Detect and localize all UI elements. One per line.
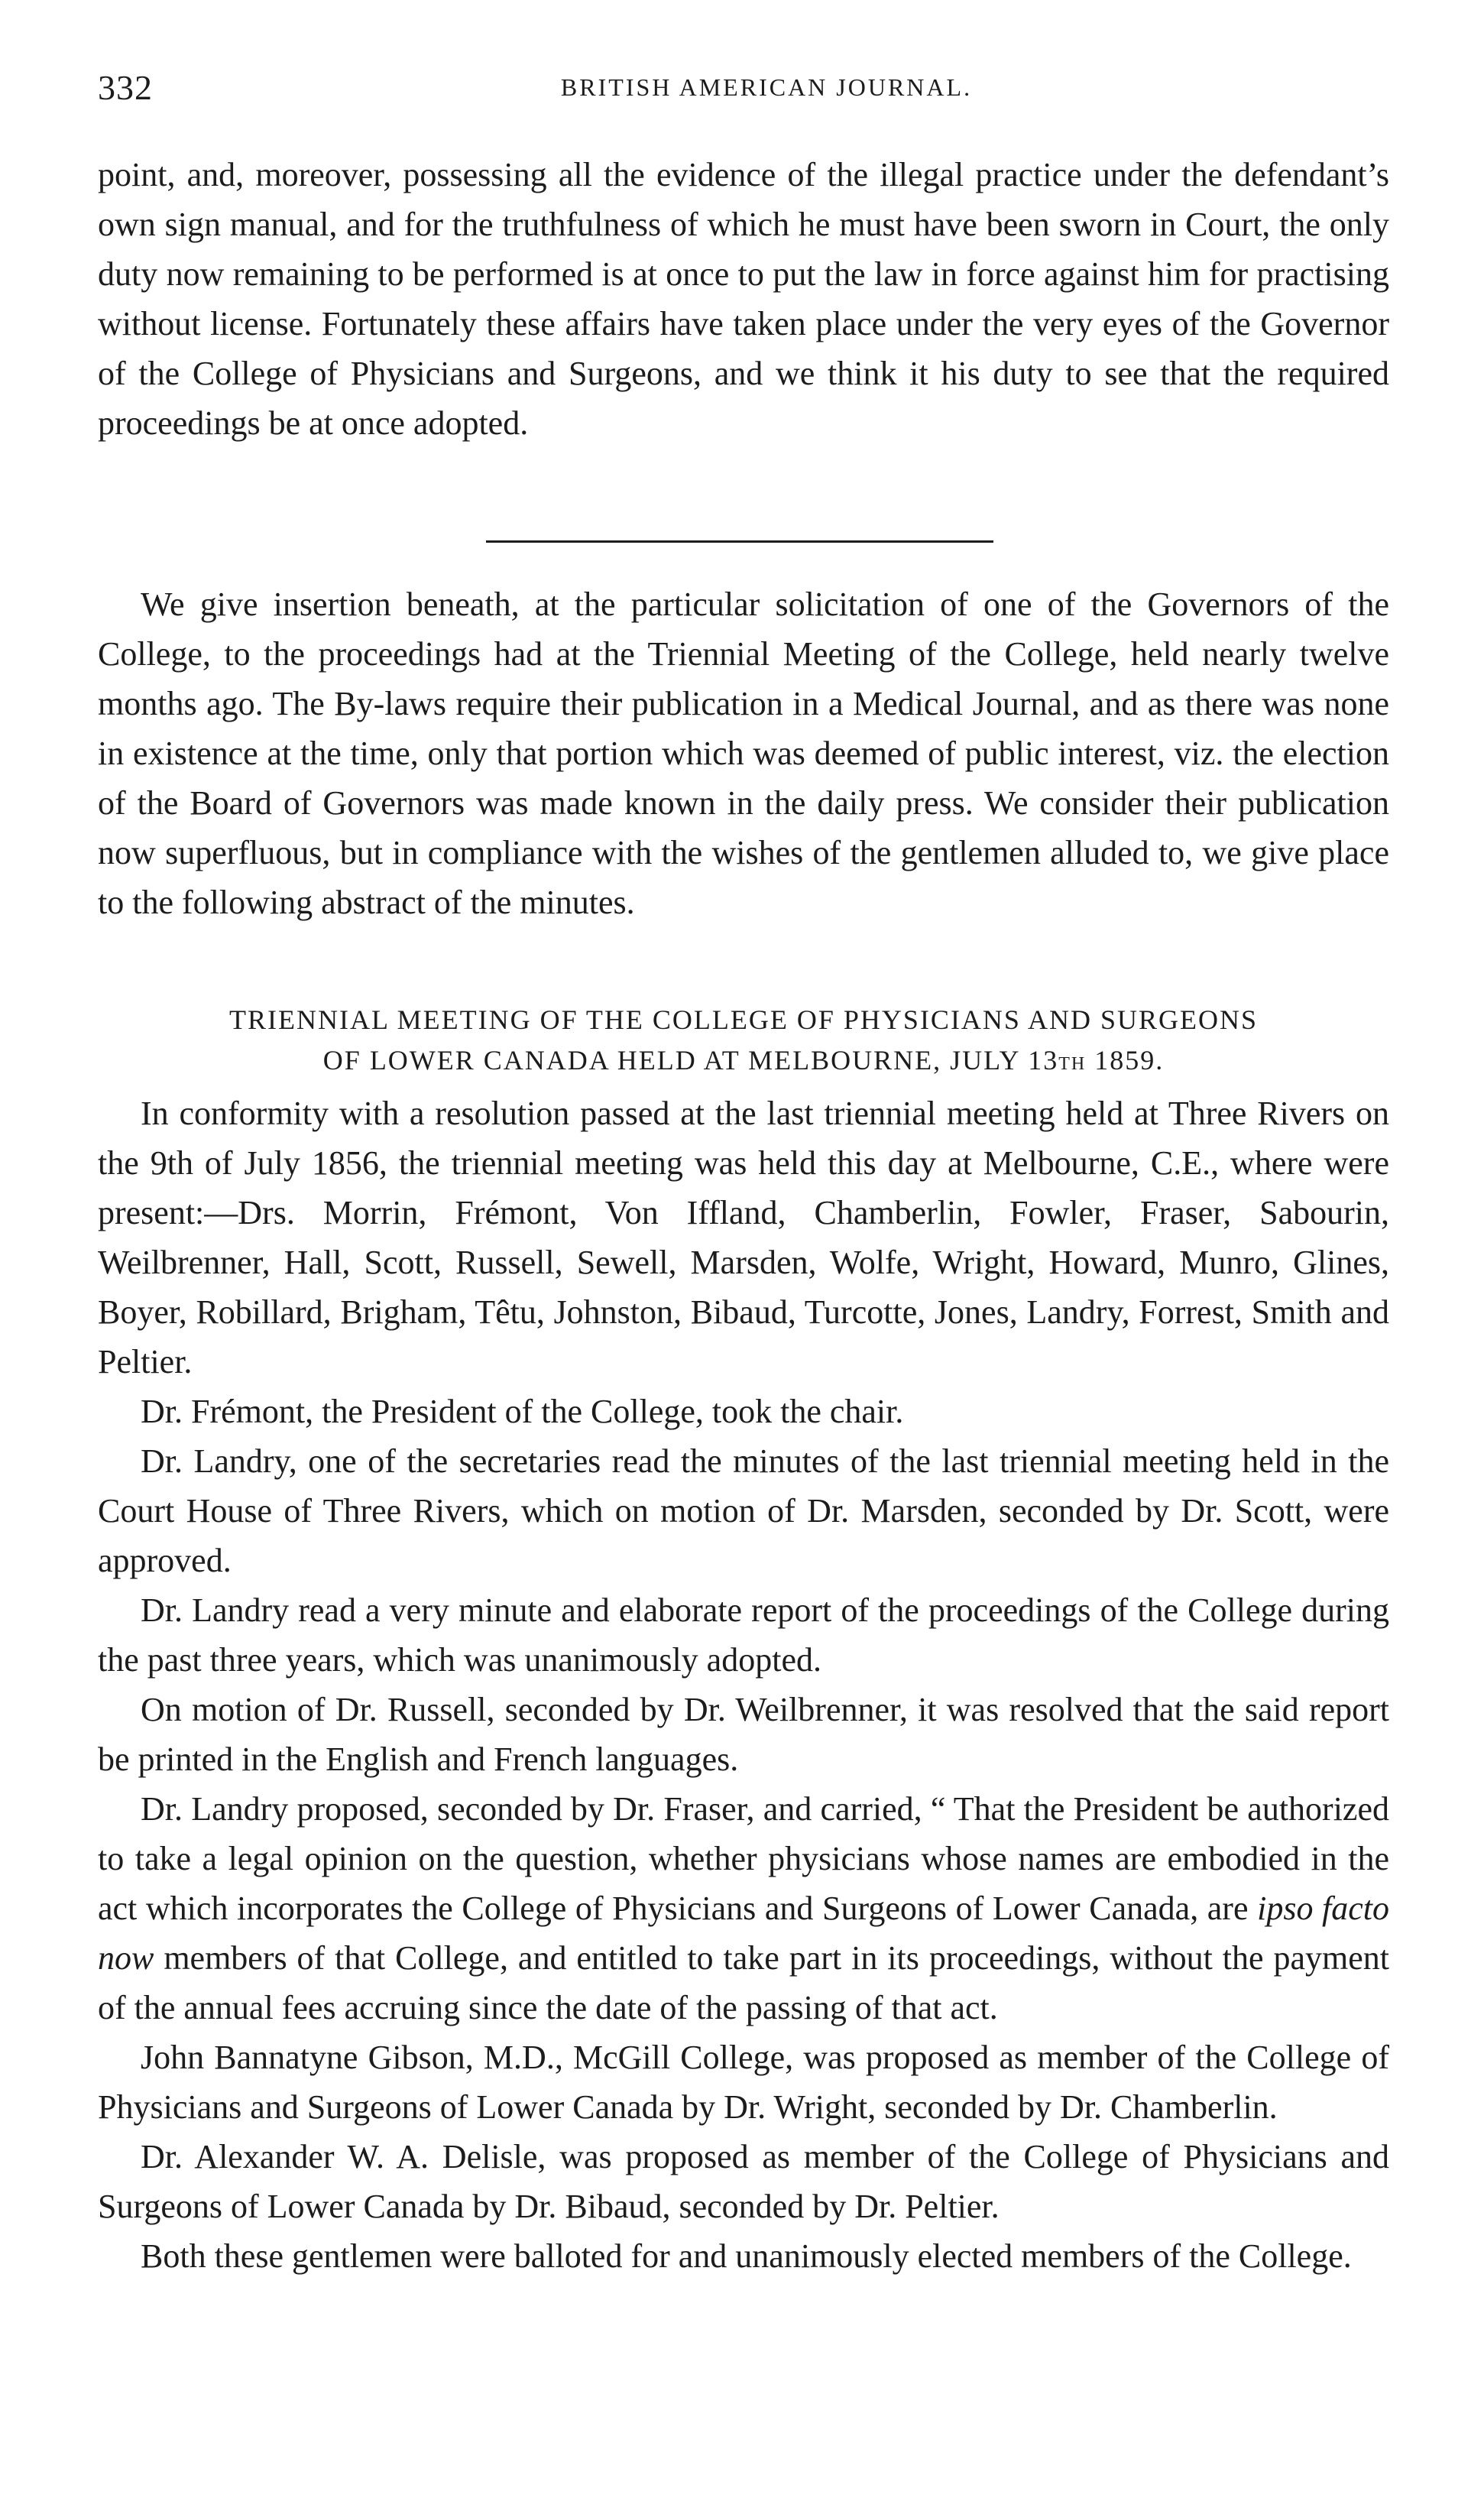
resolution-text-before: Dr. Landry proposed, seconded by Dr. Fraser, and carried, “ That the President be authorized to take a legal opinion on the question, whether physicians whose names are embodied in the act which incorporates the College of Physicians and Surgeons of Lower Canada, are [98,1790,1389,1927]
resolution-text-italic: ipso facto now [98,1890,1390,1977]
minutes-paragraph-attendance: In conformity with a resolution passed at the last triennial meeting held at Three Rivers on the 9th of July 1856, the triennial meeting was held this day at Melbourne, C.E., where were present:—Drs. Morrin, Frémont, Von Iffland, Chamberlin, Fowler, Fraser, Sabourin, Weilbrenner, Hall, Scott, Russell, Sewell, Marsden, Wolfe, Wright, Howard, Munro, Glines, Boyer, Robillard, Brigham, Têtu, Johnston, Bibaud, Turcotte, Jones, Landry, Forrest, Smith and Peltier. [98,1095,1389,1380]
minutes-paragraph-chair: Dr. Frémont, the President of the College, took the chair. [141,1393,904,1430]
minutes-paragraph-delisle: Dr. Alexander W. A. Delisle, was proposed as member of the College of Physicians and Surgeons of Lower Canada by Dr. Bibaud, seconded by Dr. Peltier. [98,2138,1389,2225]
paragraph-text: point, and, moreover, possessing all the evidence of the illegal practice under the defendant’s own sign manual, and for the truthfulness of which he must have been sworn in Court, the only duty now remaining to be performed is at once to put the law in force against him for practising without license. Fortunately these affairs have taken place under the very eyes of the Governor of the College of Physicians and Surgeons, and we think it his duty to see that the required proceedings be at once adopted. [98,156,1389,442]
paragraph-text: We give insertion beneath, at the particular solicitation of one of the Governors of the College, to the proceedings had at the Triennial Meeting of the College, held nearly twelve months ago. The By-laws require their publication in a Medical Journal, and as there was none in existence at the time, only that portion which was deemed of public interest, viz. the election of the Board of Governors was made known in the daily press. We consider their publication now superfluous, but in compliance with the wishes of the gentlemen alluded to, we give place to the following abstract of the minutes. [98,586,1389,921]
heading-line-1: TRIENNIAL MEETING OF THE COLLEGE OF PHYSICIANS AND SURGEONS [228,1004,1258,1035]
minutes-heading [98,1000,1389,1085]
heading-line-2-main: OF LOWER CANADA HELD AT MELBOURNE, JULY 13 [322,1045,1059,1075]
minutes-paragraph-approval: Dr. Landry, one of the secretaries read the minutes of the last triennial meeting held in the Court House of Three Rivers, which on motion of Dr. Marsden, seconded by Dr. Scott, were approved. [98,1442,1389,1579]
minutes-paragraph-printing: On motion of Dr. Russell, seconded by Dr. Weilbrenner, it was resolved that the said report be printed in the English and French languages. [98,1691,1389,1778]
running-head [98,67,1389,121]
minutes-body [98,1088,1389,2281]
section-divider [486,540,993,543]
minutes-paragraph-ballot: Both these gentlemen were balloted for and unanimously elected members of the College. [141,2237,1352,2275]
heading-year: 1859. [1086,1045,1165,1075]
minutes-paragraph-report: Dr. Landry read a very minute and elaborate report of the proceedings of the College during the past three years, which was unanimously adopted. [98,1591,1389,1679]
minutes-paragraph-gibson: John Bannatyne Gibson, M.D., McGill College, was proposed as member of the College of Physicians and Surgeons of Lower Canada by Dr. Wright, seconded by Dr. Chamberlin. [98,2039,1389,2126]
heading-ordinal-suffix: TH [1058,1054,1087,1074]
heading-line-2 [98,1040,1389,1085]
page-number: 332 [98,68,153,107]
minutes-paragraph-resolution [98,1784,1389,2032]
resolution-text-after: members of that College, and entitled to take part in its proceedings, without the payment of the annual fees accruing since the date of the passing of that act. [98,1939,1389,2026]
journal-title: BRITISH AMERICAN JOURNAL. [560,73,973,101]
editorial-paragraph-continued [98,150,1389,448]
editorial-paragraph-introduction [98,579,1389,927]
